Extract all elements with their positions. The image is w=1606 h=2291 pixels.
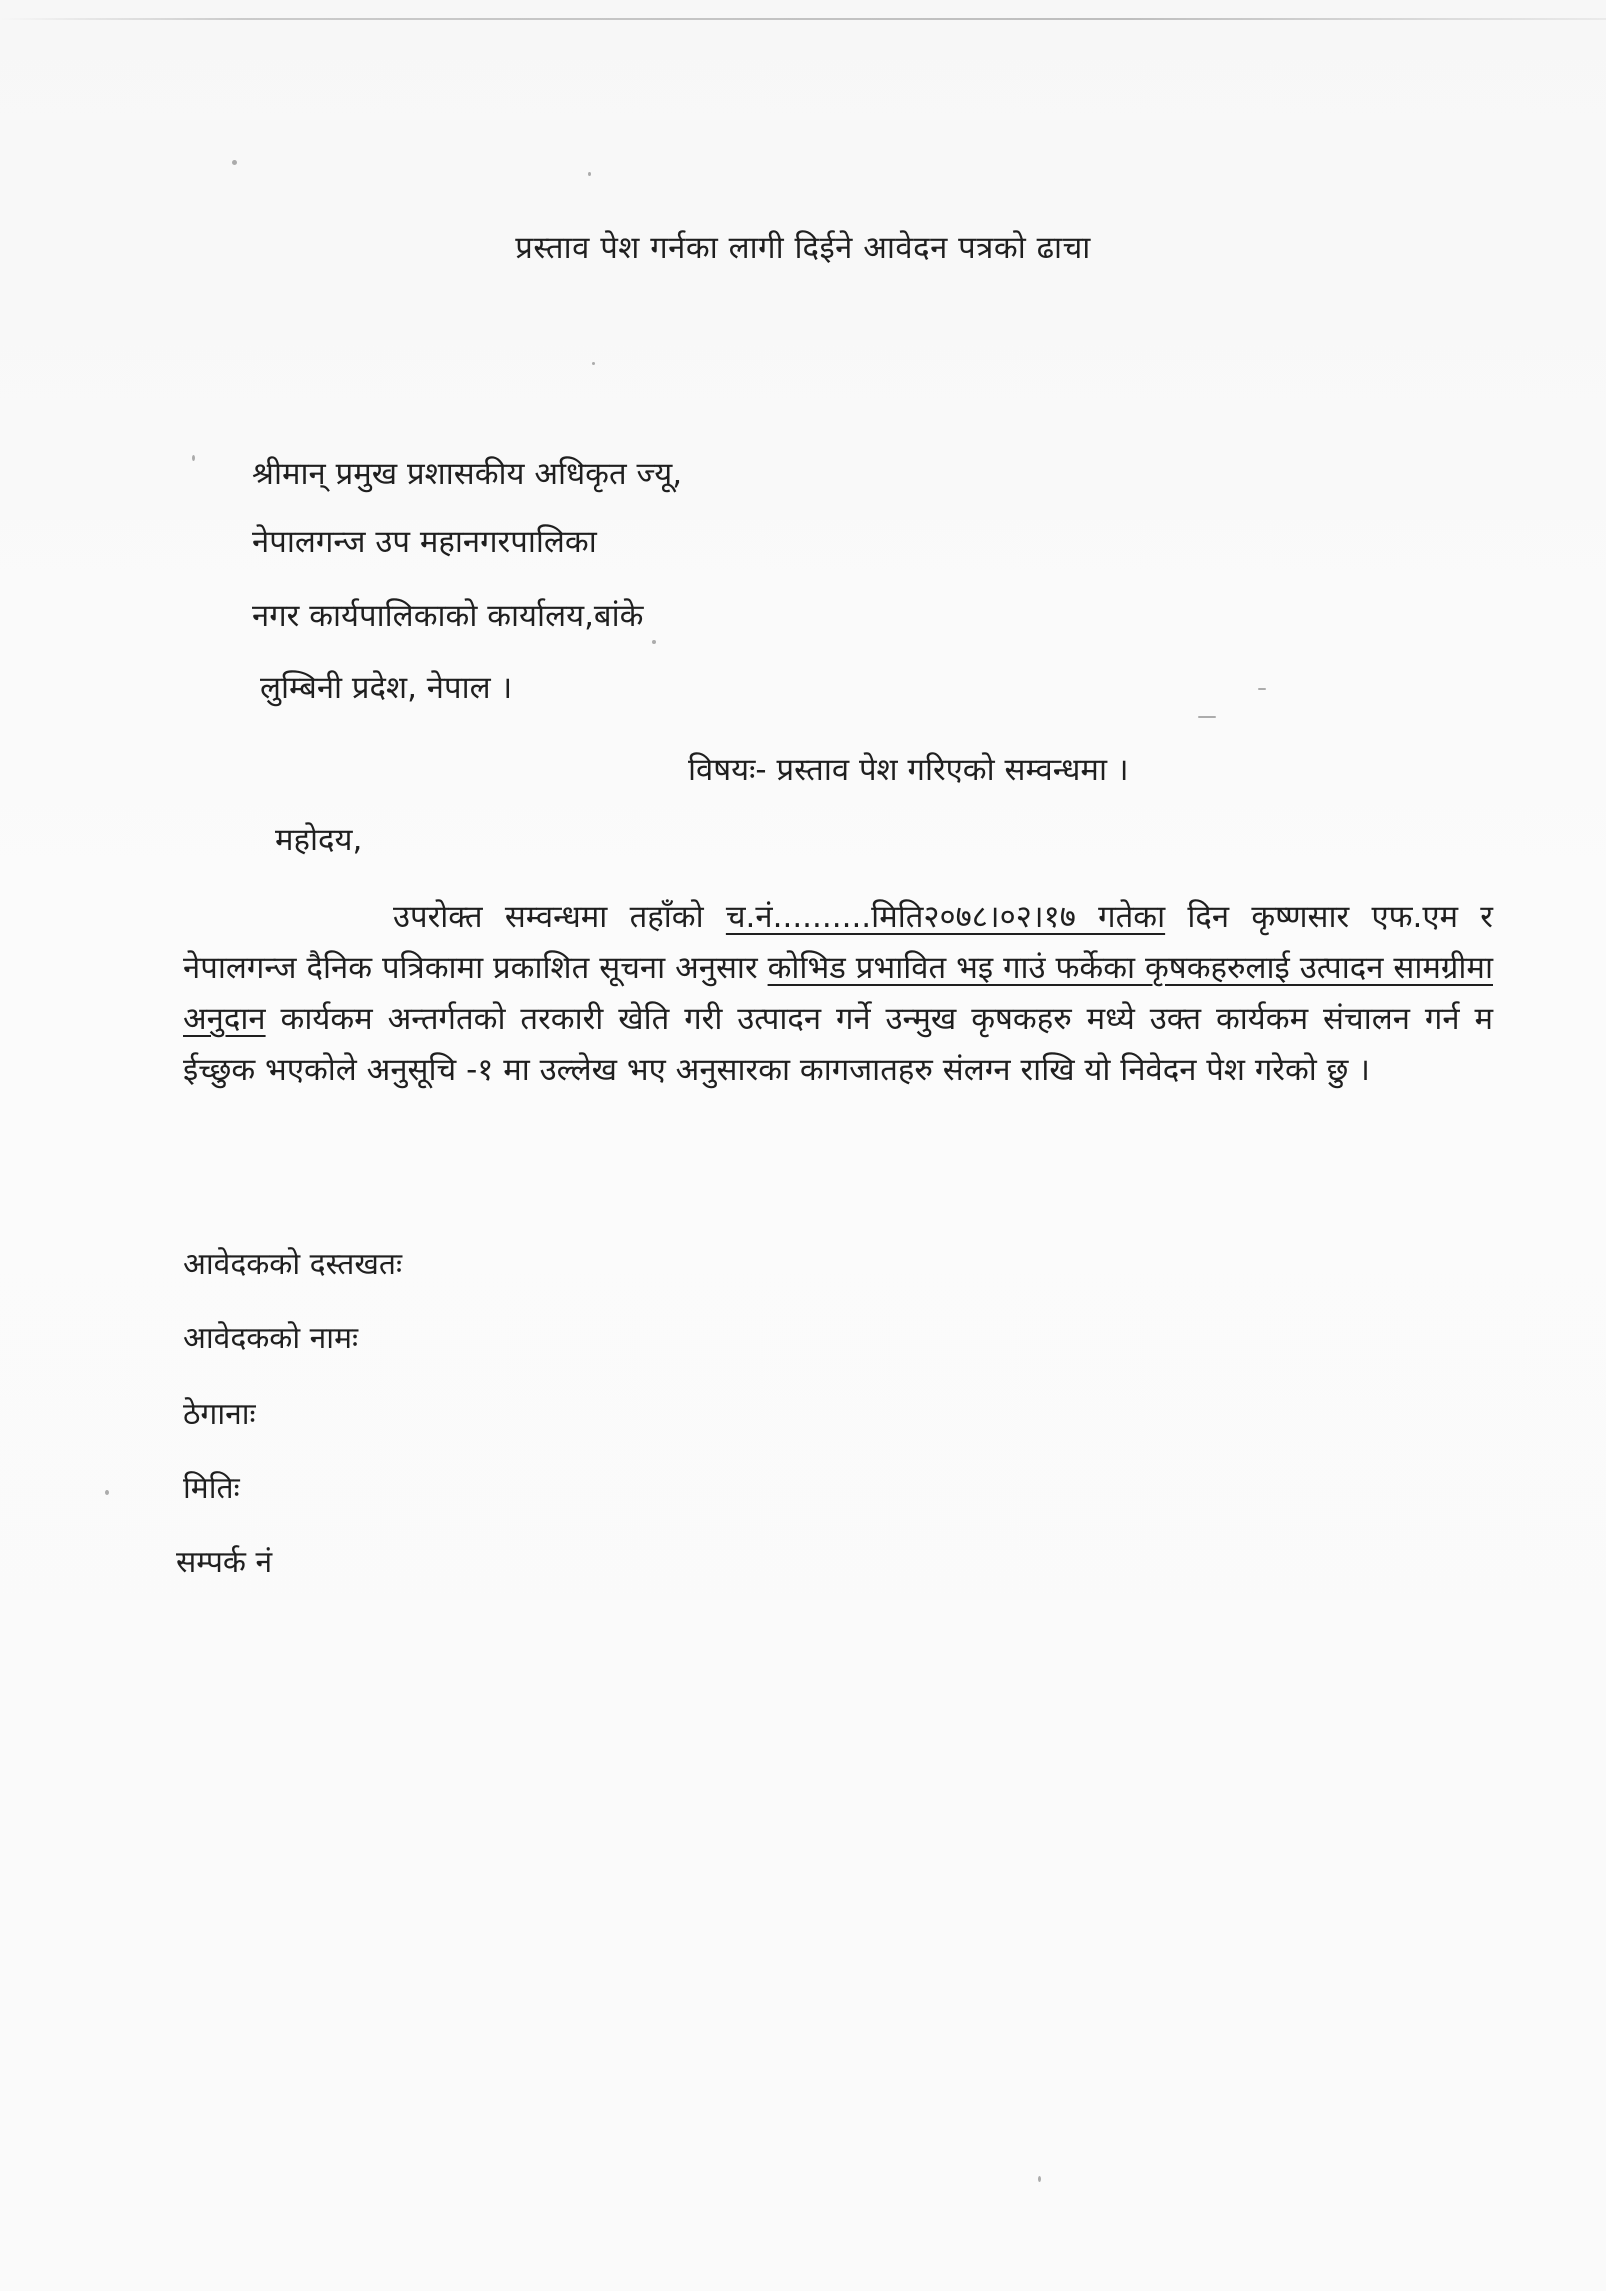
scan-speck <box>1198 716 1216 718</box>
scan-speck <box>1038 2176 1041 2182</box>
scan-speck <box>588 172 591 176</box>
subject-line: विषयः- प्रस्ताव पेश गरिएको सम्वन्धमा । <box>688 752 1129 788</box>
body-part-2: दिन कृष्णसार एफ.एम र नेपालगन्ज दैनिक पत्रिकामा प्रकाशित सूचना अनुसार <box>183 899 1493 986</box>
document-title: प्रस्ताव पेश गर्नका लागी दिईने आवेदन पत्रको ढाचा <box>515 230 1091 266</box>
scan-edge-shadow <box>0 18 1606 20</box>
body-part-1: उपरोक्त सम्वन्धमा तहाँको <box>393 899 704 935</box>
scan-speck <box>1258 688 1266 690</box>
program-name-underlined: कोभिड प्रभावित भइ गाउं फर्केका कृषकहरुलाई उत्पादन सामग्रीमा अनुदान <box>183 950 1493 1037</box>
scan-speck <box>192 455 195 461</box>
scan-speck <box>105 1490 109 1495</box>
reference-number-underlined: च.नं..........मिति२०७८।०२।१७ गतेका <box>725 899 1166 935</box>
field-date: मितिः <box>183 1471 240 1506</box>
field-signature: आवेदकको दस्तखतः <box>183 1247 403 1282</box>
field-name: आवेदकको नामः <box>183 1321 359 1356</box>
addressee-line-3: नगर कार्यपालिकाको कार्यालय,बांके <box>252 598 644 634</box>
addressee-line-2: नेपालगन्ज उप महानगरपालिका <box>252 524 597 560</box>
field-address: ठेगानाः <box>183 1397 256 1432</box>
body-part-3: कार्यकम अन्तर्गतको तरकारी खेति गरी उत्पादन गर्ने उन्मुख कृषकहरु मध्ये उक्त कार्यकम संचालन गर्न म ईच्छुक भएकोले अनुसूचि -१ मा उल्लेख भए अनुसारका कागजातहरु संलग्न राखि यो निवेदन पेश गरेको छु । <box>183 1001 1493 1088</box>
addressee-line-4: लुम्बिनी प्रदेश, नेपाल । <box>260 670 513 706</box>
scan-speck <box>592 362 595 365</box>
salutation: महोदय, <box>275 822 363 858</box>
field-contact: सम्पर्क नं <box>176 1545 273 1580</box>
scan-speck <box>652 640 656 644</box>
addressee-line-1: श्रीमान् प्रमुख प्रशासकीय अधिकृत ज्यू, <box>252 456 683 492</box>
body-paragraph <box>183 892 1493 1096</box>
scan-speck <box>232 160 237 165</box>
